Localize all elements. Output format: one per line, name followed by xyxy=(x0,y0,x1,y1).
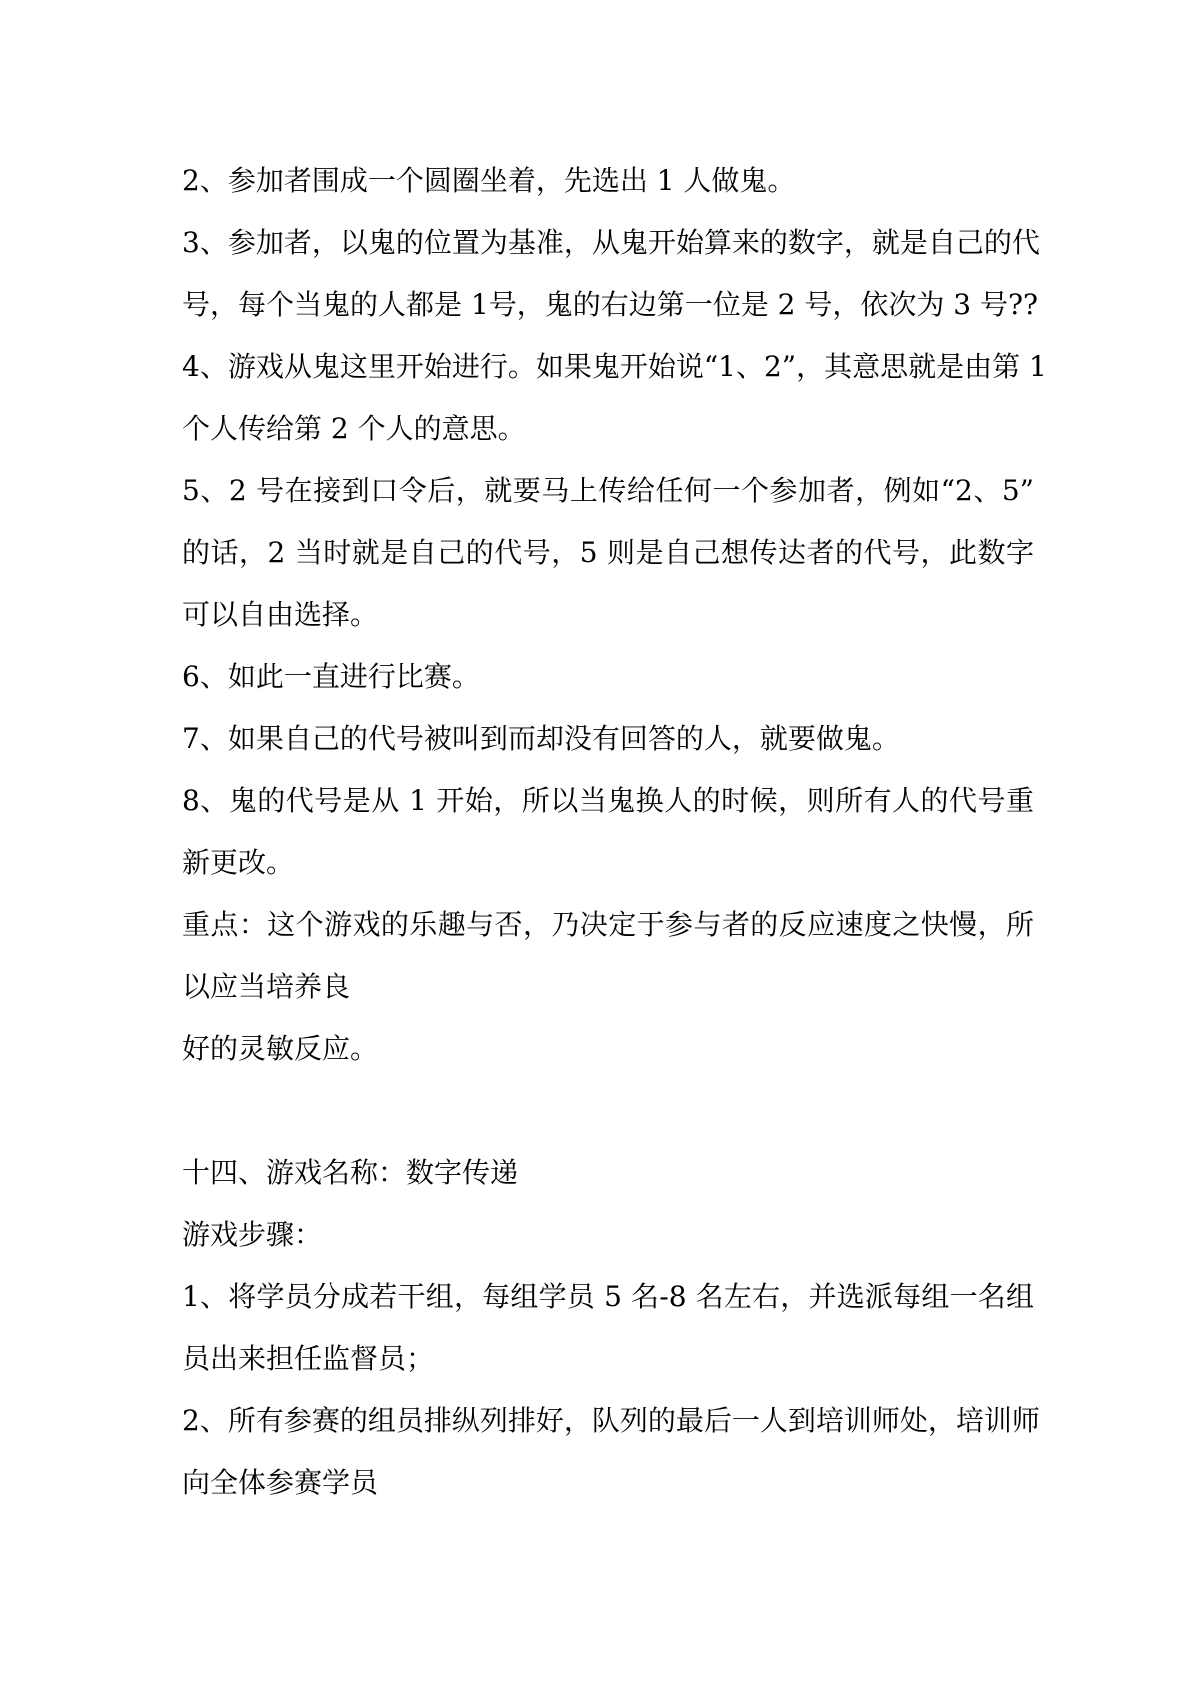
text-line: 新更改。 xyxy=(182,846,295,879)
text-line: 5、2 号在接到口令后，就要马上传给任何一个参加者，例如“2、5” xyxy=(182,474,1034,507)
document-body xyxy=(182,150,1047,1514)
text-line: 7、如果自己的代号被叫到而却没有回答的人，就要做鬼。 xyxy=(182,722,900,755)
text-line: 号，每个当鬼的人都是 1号，鬼的右边第一位是 2 号，依次为 3 号?? xyxy=(182,288,1038,321)
text-line: 2、所有参赛的组员排纵列排好，队列的最后一人到培训师处，培训师 xyxy=(182,1404,1040,1437)
text-line: 2、参加者围成一个圆圈坐着，先选出 1 人做鬼。 xyxy=(182,164,796,197)
section-heading: 十四、游戏名称：数字传递 xyxy=(182,1156,519,1189)
text-line: 可以自由选择。 xyxy=(182,598,379,631)
text-line: 的话，2 当时就是自己的代号，5 则是自己想传达者的代号，此数字 xyxy=(182,536,1034,569)
text-line: 游戏步骤： xyxy=(182,1218,323,1251)
section-spacer xyxy=(182,1080,1034,1142)
text-line: 1、将学员分成若干组，每组学员 5 名-8 名左右，并选派每组一名组 xyxy=(182,1280,1034,1313)
text-line: 个人传给第 2 个人的意思。 xyxy=(182,412,526,445)
text-line: 3、参加者，以鬼的位置为基准，从鬼开始算来的数字，就是自己的代 xyxy=(182,226,1040,259)
text-line: 向全体参赛学员 xyxy=(182,1466,379,1499)
text-line: 8、鬼的代号是从 1 开始，所以当鬼换人的时候，则所有人的代号重 xyxy=(182,784,1034,817)
text-line: 以应当培养良 xyxy=(182,970,351,1003)
text-line: 重点：这个游戏的乐趣与否，乃决定于参与者的反应速度之快慢，所 xyxy=(182,908,1034,941)
text-line: 好的灵敏反应。 xyxy=(182,1032,379,1065)
text-line: 6、如此一直进行比赛。 xyxy=(182,660,480,693)
text-line: 4、游戏从鬼这里开始进行。如果鬼开始说“1、2”，其意思就是由第 1 xyxy=(182,350,1047,383)
text-line: 员出来担任监督员； xyxy=(182,1342,435,1375)
